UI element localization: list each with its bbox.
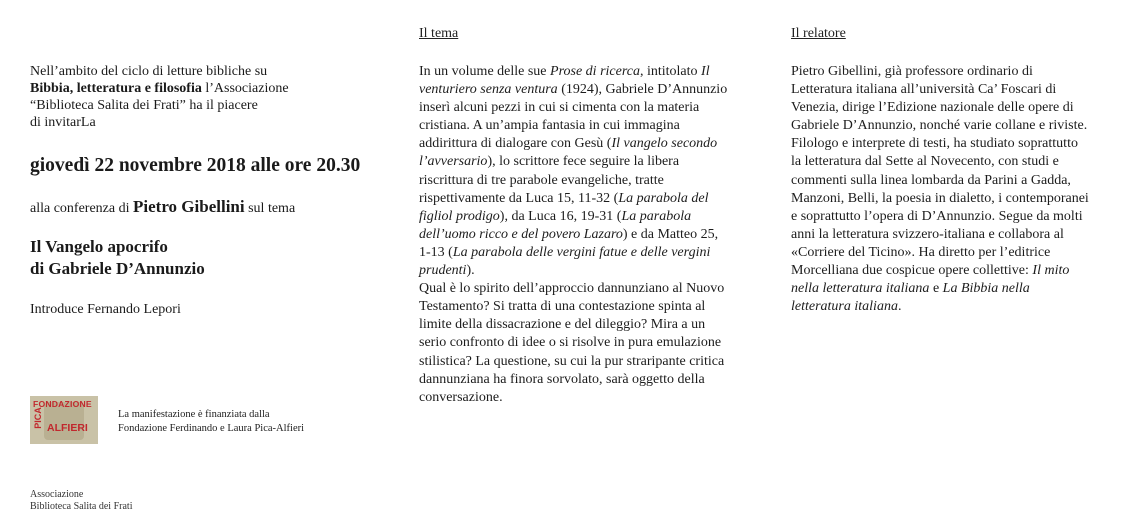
work-title: Il vangelo secondo l’avversario	[419, 136, 718, 170]
theme-text: ).	[466, 263, 475, 279]
footer-line-1: Associazione	[30, 489, 84, 500]
parable-title: La parabola delle vergini fatue e delle vergini prudenti	[419, 244, 711, 279]
intro-paragraph	[30, 63, 289, 131]
bio-text: Pietro Gibellini, già professore ordinario di Letteratura italiana all’università Ca’ Foscari di Venezia, dirige l’Edizione nazionale delle opere di Gabriele D’Annunzio, nonché varie collane e riviste. Filologo e interprete di testi, ha studiato soprattutto la letteratura dal Sette al Novecento, con studi e commenti sulla linea lombarda da Parini a Gadda, Manzoni, Belli, la poesia in dialetto, i contemporanei e soprattutto l’opera di D’Annunzio. Segue da molti anni la letteratura svizzero-italiana e collabora al «Corriere del Ticino». Ha diretto per l’editrice Morcelliana due cospicue opere collettive:	[791, 64, 1089, 279]
logo-text-pica: PICA	[32, 407, 43, 429]
theme-heading: Il tema	[419, 26, 459, 41]
intro-line-3: “Biblioteca Salita dei Frati” ha il piacere	[30, 98, 258, 113]
speaker-name: Pietro Gibellini	[133, 197, 245, 216]
theme-paragraph	[419, 63, 729, 407]
invite-line	[30, 197, 295, 217]
logo-text-fondazione: FONDAZIONE	[33, 399, 92, 409]
theme-text: ), lo scrittore fece seguire la libera riscrittura di tre parabole evangeliche, tratte rispettivamente da Luca 15, 11-32 (	[419, 154, 680, 206]
speaker-bio	[791, 63, 1091, 316]
theme-questions: Qual è lo spirito dell’approccio dannunziano al Nuovo Testamento? Si tratta di una contestazione spinta al limite della dissacrazione e del dileggio? Mira a un serio confronto di idee o si risolve in pura emulazione stilistica? La questione, su cui la pur straripante critica dannunziana ha finora sorvolato, sarà oggetto della conversazione.	[419, 281, 725, 405]
work-title: Il mito nella letteratura italiana	[791, 263, 1070, 297]
invite-after: sul tema	[244, 201, 296, 216]
intro-line-1: Nell’ambito del ciclo di letture bibliche su	[30, 64, 268, 79]
talk-title	[30, 236, 205, 280]
theme-text: (1924), Gabriele D’Annunzio inserì alcuni pezzi in cui si cimenta con la materia cristiana. A un’ampia fantasia in cui immagina addirittura di dialogare con Gesù (	[419, 82, 728, 152]
book-title: Prose di ricerca	[550, 64, 640, 79]
footer-organizer	[30, 489, 132, 513]
introducer: Introduce Fernando Lepori	[30, 302, 181, 317]
talk-title-line-2: di Gabriele D’Annunzio	[30, 259, 205, 278]
parable-title: La parabola del figliol prodigo	[419, 190, 709, 224]
talk-title-line-1: Il Vangelo apocrifo	[30, 237, 168, 256]
bio-text: e	[929, 281, 943, 297]
book-title: Il venturiero senza ventura	[419, 64, 710, 98]
foundation-logo	[30, 396, 98, 444]
funding-line-1: La manifestazione è finanziata dalla	[118, 409, 270, 420]
funding-note	[118, 408, 304, 436]
work-title: La Bibbia nella letteratura italiana	[791, 281, 1030, 315]
intro-line-2-rest: l’Associazione	[201, 81, 289, 96]
bio-text: .	[897, 299, 902, 315]
cycle-title: Bibbia, letteratura e filosofia	[30, 81, 202, 96]
footer-line-2: Biblioteca Salita dei Frati	[30, 501, 133, 512]
parable-title: La parabola dell’uomo ricco e del povero Lazaro	[419, 208, 692, 242]
speaker-heading: Il relatore	[791, 26, 846, 41]
event-date: giovedì 22 novembre 2018 alle ore 20.30	[30, 155, 361, 176]
invite-before: alla conferenza di	[30, 201, 133, 216]
theme-text: ) e da Matteo 25, 1-13 (	[419, 226, 719, 260]
theme-text: , intitolato	[639, 64, 702, 79]
intro-line-4: di invitarLa	[30, 115, 96, 130]
theme-text: In un volume delle sue	[419, 64, 551, 79]
theme-text: ), da Luca 16, 19-31 (	[499, 208, 622, 224]
funding-line-2: Fondazione Ferdinando e Laura Pica-Alfieri	[118, 423, 305, 434]
logo-text-alfieri: ALFIERI	[47, 422, 88, 434]
